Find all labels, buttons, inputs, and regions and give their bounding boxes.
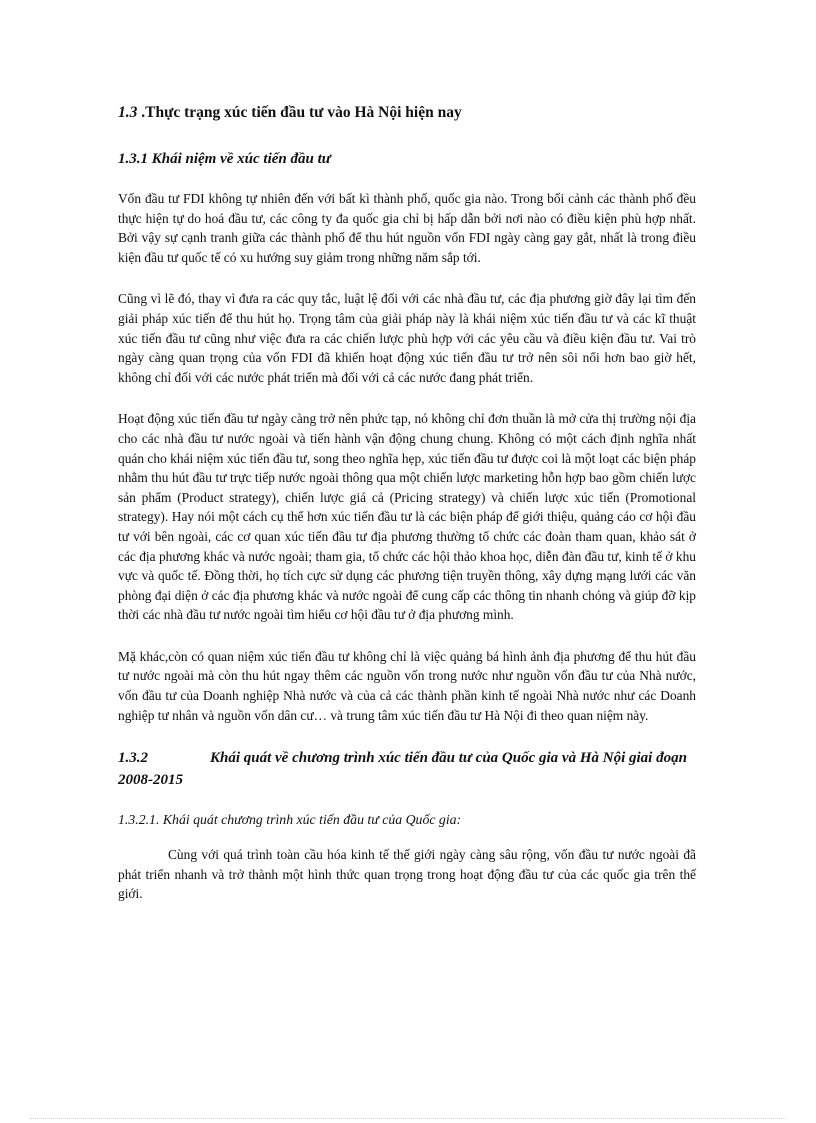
section-title-text: .Thực trạng xúc tiến đầu tư vào Hà Nội hiện nay xyxy=(137,104,462,121)
section-number: 1.3 xyxy=(118,104,138,121)
section-heading-text: Khái quát về chương trình xúc tiến đầu tư của Quốc gia và Hà Nội giai đoạn 2008-2015 xyxy=(118,750,687,789)
paragraph-3: Hoạt động xúc tiến đầu tư ngày càng trở nên phức tạp, nó không chỉ đơn thuần là mở cửa thị trường nội địa cho các nhà đầu tư nước ngoài và tiến hành vận động chung chung. Không có một cách định nghĩa nhất quán cho khái niệm xúc tiến đầu tư, song theo nghĩa hẹp, xúc tiến đầu tư được coi là một loạt các biện pháp nhằm thu hút đầu tư trực tiếp nước ngoài thông qua một chiến lược marketing hỗn hợp bao gồm chiến lược sản phẩm (Product strategy), chiến lược giá cả (Pricing strategy) và chiến lược xúc tiến (Promotional strategy). Hay nói một cách cụ thể hơn xúc tiến đầu tư là các biện pháp để giới thiệu, quảng cáo cơ hội đầu tư với bên ngoài, các cơ quan xúc tiến đầu tư địa phương thường tổ chức các đoàn tham quan, khảo sát ở các địa phương khác và nước ngoài; tham gia, tổ chức các hội thảo khoa học, diễn đàn đầu tư, kinh tế ở khu vực và quốc tế. Đồng thời, họ tích cực sử dụng các phương tiện truyền thông, xây dựng mạng lưới các văn phòng đại diện ở các địa phương khác và nước ngoài để cung cấp các thông tin nhanh chóng và giúp đỡ kịp thời các nhà đầu tư nước ngoài tìm hiểu cơ hội đầu tư ở địa phương mình. xyxy=(118,411,696,623)
section-heading-1-3-2 xyxy=(118,747,696,791)
page-bottom-divider xyxy=(30,1118,786,1119)
subsection-heading-1-3-2-1: 1.3.2.1. Khái quát chương trình xúc tiến đầu tư của Quốc gia: xyxy=(118,812,462,828)
paragraph-1: Vốn đầu tư FDI không tự nhiên đến với bất kì thành phố, quốc gia nào. Trong bối cảnh các thành phố đều thực hiện tự do hoá đầu tư, các công ty đa quốc gia chỉ bị hấp dẫn bởi nơi nào có điều kiện phù hợp nhất. Bởi vậy sự cạnh tranh giữa các thành phố để thu hút nguồn vốn FDI ngày càng gay gắt, nhất là trong điều kiện đầu tư quốc tế có xu hướng suy giảm trong những năm sắp tới. xyxy=(118,191,696,265)
section-heading-1-3-1: 1.3.1 Khái niệm về xúc tiến đầu tư xyxy=(118,151,331,167)
document-body xyxy=(118,100,696,926)
paragraph-5: Cùng với quá trình toàn cầu hóa kinh tế thế giới ngày càng sâu rộng, vốn đầu tư nước ngoài đã phát triển nhanh và trở thành một hình thức quan trọng trong hoạt động đầu tư của các quốc gia trên thế giới. xyxy=(118,847,696,902)
section-number: 1.3.2 xyxy=(118,750,148,767)
section-title-1-3 xyxy=(118,100,696,126)
paragraph-2: Cũng vì lẽ đó, thay vì đưa ra các quy tắc, luật lệ đối với các nhà đầu tư, các địa phương giờ đây lại tìm đến giải pháp xúc tiến để thu hút họ. Trọng tâm của giải pháp này là khái niệm xúc tiến đầu tư và các kĩ thuật xúc tiến đầu tư cũng như việc đưa ra các chiến lược phù hợp với các yêu cầu và điều kiện đầu tư. Vai trò ngày càng quan trọng của vốn FDI đã khiến hoạt động xúc tiến đầu tư trở nên sôi nổi hơn bao giờ hết, không chỉ đối với các nước phát triển mà đối với cả các nước đang phát triển. xyxy=(118,291,696,385)
paragraph-4: Mặ khác,còn có quan niệm xúc tiến đầu tư không chỉ là việc quảng bá hình ảnh địa phương để thu hút đầu tư nước ngoài mà còn thu hút ngay thêm các nguồn vốn trong nước như nguồn vốn đầu tư của Nhà nước, vốn đầu tư của Doanh nghiệp Nhà nước và của cả các thành phần kinh tế ngoài Nhà nước như các Doanh nghiệp tư nhân và nguồn vốn dân cư… và trung tâm xúc tiến đầu tư Hà Nội đi theo quan niệm này. xyxy=(118,648,696,723)
